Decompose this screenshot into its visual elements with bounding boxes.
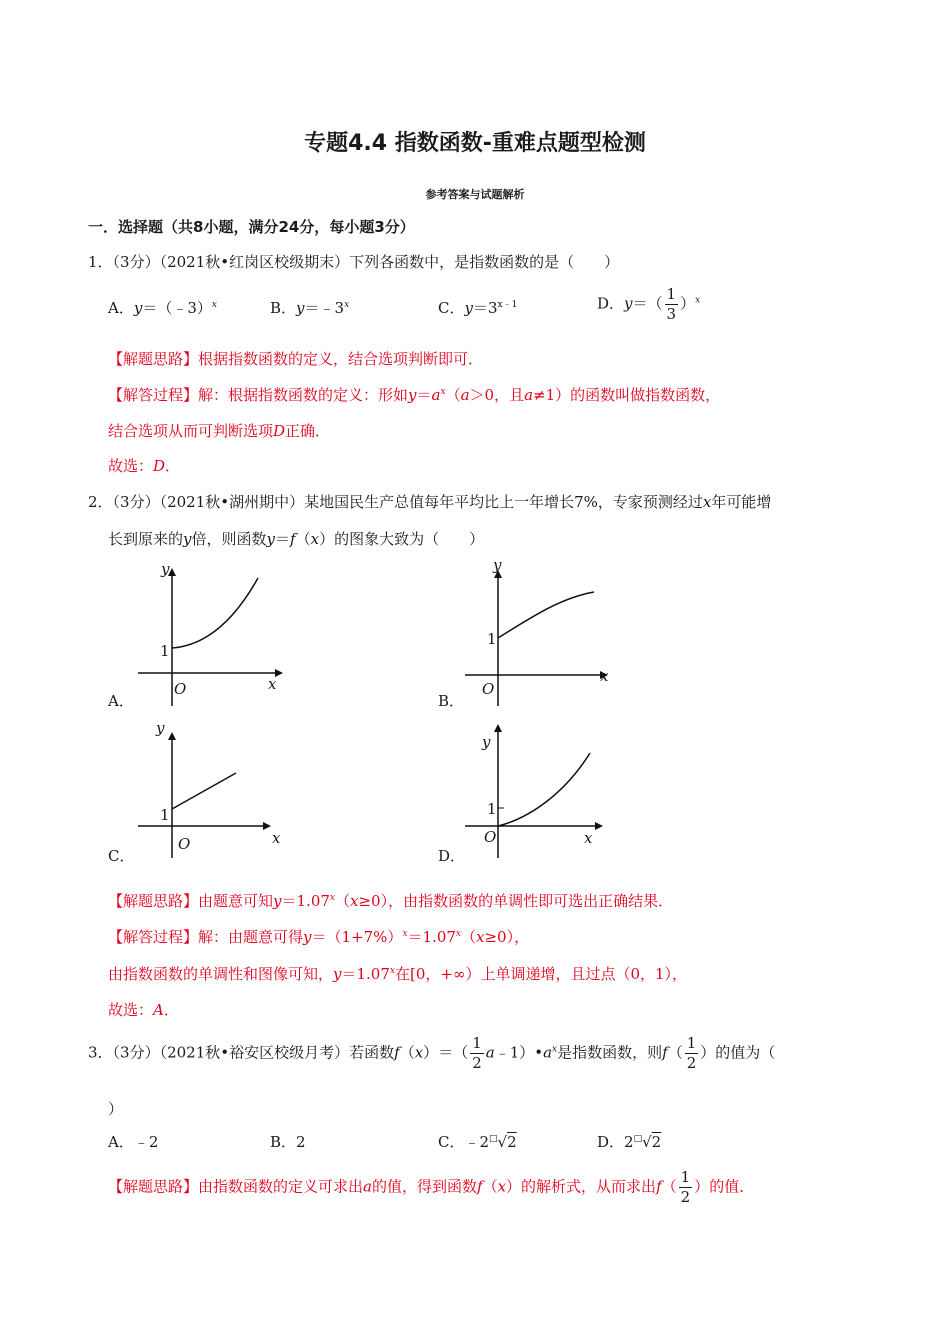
q2-process-line1	[108, 926, 529, 947]
line	[172, 773, 236, 809]
q3-option-d-prefix: 2	[624, 1133, 634, 1151]
q3-idea-avar: a	[363, 1177, 372, 1196]
q1-answer-letter: D	[153, 457, 166, 475]
q1-option-a-rest: ＝（﹣3）	[142, 299, 212, 317]
q3-stem-fraction	[470, 1036, 484, 1071]
q1-option-d-numerator: 1	[666, 285, 677, 303]
curve	[498, 753, 590, 826]
q2-idea-d: ≥0），由指数函数的单调性即可选出正确结果．	[358, 892, 674, 910]
q2-graph-a	[130, 558, 290, 708]
q3-idea-numerator: 1	[680, 1168, 691, 1186]
q3-option-c	[438, 1131, 517, 1152]
q1-option-c-y: y	[464, 299, 473, 317]
q2-graph-b-origin-label: O	[482, 680, 495, 698]
q1-process-a3: a	[524, 386, 534, 404]
q2-graph-c	[130, 718, 290, 868]
q3-idea-g: ）的值．	[694, 1177, 755, 1196]
q1-option-b-y: y	[296, 299, 305, 317]
q2-stem2-b: 倍，则函数	[191, 530, 267, 548]
q2-idea-x: x	[350, 892, 359, 910]
q3-option-c-label: C．	[438, 1133, 465, 1151]
q3-stem-b: （	[399, 1043, 415, 1062]
q2-stem2-y2: y	[266, 530, 275, 548]
q3-stem-x: x	[414, 1043, 424, 1062]
page-title: 专题4.4 指数函数-重难点题型检测	[304, 131, 646, 156]
q3-stem-sup: x	[552, 1044, 558, 1055]
q1-process-text1: 解：根据指数函数的定义：形如	[198, 386, 409, 404]
q2-stem2-f: f	[290, 530, 296, 548]
q2-stem2-a: 长到原来的	[108, 530, 184, 548]
q3-stem-d: ﹣1）•	[494, 1043, 544, 1062]
q3-option-c-index: □	[489, 1134, 498, 1144]
q2-option-b-label: B．	[438, 692, 465, 710]
q3-idea	[108, 1170, 754, 1205]
q1-option-d-close: ）	[680, 294, 696, 313]
q2-option-c-label: C．	[108, 847, 135, 865]
q3-idea-x: x	[497, 1177, 507, 1196]
q1-process-a2: a	[460, 386, 470, 404]
q1-option-b-label: B．	[270, 299, 297, 317]
curve	[498, 592, 594, 638]
q3-idea-f2: f	[656, 1177, 662, 1196]
q2-answer-text: 故选：	[108, 1001, 154, 1019]
q1-process-line2-end: 正确．	[285, 422, 331, 440]
q3-option-d-index: □	[633, 1134, 643, 1144]
q2-stem-line2	[108, 528, 484, 549]
q2-process-c: ＝1.07	[407, 928, 456, 946]
q2-graph-d-y-label: y	[482, 733, 491, 751]
q2-process-tag: 【解答过程】	[108, 928, 199, 946]
q3-option-d-label: D．	[597, 1133, 625, 1151]
q2-graph-c-origin-label: O	[178, 835, 191, 853]
q1-process-text2: （	[445, 386, 461, 404]
q2-line2-b: ＝1.07	[341, 965, 390, 983]
q1-option-a-y: y	[133, 299, 143, 317]
q3-stem-e: 是指数函数，则	[557, 1043, 663, 1062]
q1-process-text3: ＞0，且	[469, 386, 525, 404]
q1-process-line2	[108, 420, 330, 441]
q2-option-a-label: A．	[108, 692, 134, 710]
q2-graph-a-y-label: y	[161, 560, 170, 578]
q1-process-a: a	[431, 386, 441, 404]
q3-idea-f: f	[477, 1177, 483, 1196]
x-axis-arrow-icon	[595, 822, 603, 830]
q3-idea-tag: 【解题思路】	[108, 1177, 199, 1196]
q1-process-text4: ≠1）的函数叫做指数函数，	[533, 386, 721, 404]
q1-option-b	[270, 297, 349, 318]
q1-option-b-sup: x	[344, 300, 350, 310]
q1-stem: 1．（3分）（2021秋•红岗区校级期末）下列各函数中，是指数函数的是（ ）	[88, 253, 620, 271]
q3-stem-fraction2	[685, 1036, 699, 1071]
q2-stem2-c: ＝	[275, 530, 291, 548]
q1-process-sup: x	[440, 387, 446, 397]
q1-option-d-label: D．	[597, 294, 625, 313]
q1-option-b-rest: ＝﹣3	[304, 299, 345, 317]
q3-stem-h: ）的值为（	[700, 1043, 776, 1062]
q1-idea-text: 根据指数函数的定义，结合选项判断即可．	[198, 350, 484, 368]
q1-answer-end: ．	[165, 457, 181, 475]
q2-line2-y: y	[333, 965, 342, 983]
q3-stem-a3: a	[543, 1043, 553, 1062]
q2-graph-c-one-label: 1	[160, 806, 170, 824]
q2-line2-sup: x	[389, 966, 395, 976]
x-axis-arrow-icon	[263, 822, 271, 830]
q3-stem-line1	[88, 1036, 775, 1071]
q3-idea-b: 的值，得到函数	[371, 1177, 477, 1196]
q2-graph-b-y-label: y	[493, 556, 502, 574]
q3-stem-numerator2: 1	[686, 1034, 697, 1052]
q2-graph-d-origin-label: O	[484, 828, 497, 846]
q1-answer-text: 故选：	[108, 457, 154, 475]
q3-stem-g: （	[667, 1043, 683, 1062]
q3-option-c-radicand: 2	[507, 1133, 517, 1151]
q3-option-b-label: B．	[270, 1133, 297, 1151]
q2-graph-b-one-label: 1	[487, 630, 497, 648]
q1-process-tag: 【解答过程】	[108, 386, 199, 404]
q3-idea-a: 由指数函数的定义可求出	[198, 1177, 364, 1196]
q3-stem-c: ）＝（	[423, 1043, 469, 1062]
q2-stem2-d: （	[295, 530, 311, 548]
q1-option-c-sup: x﹣1	[497, 300, 518, 310]
q3-option-c-prefix: ﹣2	[464, 1133, 490, 1151]
q1-process-line2-d: D	[273, 422, 286, 440]
q2-process-y: y	[303, 928, 312, 946]
q3-stem-close: ）	[108, 1100, 124, 1118]
q3-option-d-radical-icon: √	[642, 1133, 652, 1151]
q3-stem-denominator: 2	[472, 1054, 482, 1072]
q2-process-a: 解：由题意可得	[198, 928, 304, 946]
q3-stem-f: f	[394, 1043, 400, 1062]
q2-process-sup2: x	[455, 929, 461, 939]
q1-process-line1	[108, 384, 720, 405]
q2-process-b: ＝（1+7%）	[311, 928, 403, 946]
q2-stem-line1	[88, 491, 771, 512]
q2-process-d: （	[461, 928, 477, 946]
q1-option-a-label: A．	[108, 299, 134, 317]
y-axis-arrow-icon	[168, 732, 176, 740]
q2-idea-tag: 【解题思路】	[108, 892, 199, 910]
q2-graph-a-one-label: 1	[160, 642, 170, 660]
q1-option-d	[597, 287, 700, 322]
q2-answer-end: ．	[163, 1001, 179, 1019]
q1-process-line2-text: 结合选项从而可判断选项	[108, 422, 274, 440]
q3-option-a-label: A．	[108, 1133, 134, 1151]
q3-idea-fraction	[679, 1170, 693, 1205]
q2-graph-c-x-label: x	[272, 829, 281, 847]
q3-stem-denominator2: 2	[686, 1054, 697, 1072]
q2-process-x: x	[476, 928, 485, 946]
q2-graph-d-one-label: 1	[487, 800, 497, 818]
curve	[172, 578, 258, 648]
section-heading: 一．选择题（共8小题，满分24分，每小题3分）	[88, 218, 415, 236]
q2-idea-y: y	[273, 892, 282, 910]
q3-option-a	[108, 1131, 158, 1152]
q2-line2-a: 由指数函数的单调性和图像可知，	[108, 965, 334, 983]
q2-process-line2	[108, 963, 687, 984]
q3-stem-a2: a	[485, 1043, 495, 1062]
q3-option-b-value: 2	[296, 1133, 306, 1151]
q3-idea-denominator: 2	[680, 1188, 691, 1206]
q1-option-a	[108, 297, 217, 318]
q2-stem-b: 年可能增	[711, 493, 772, 511]
q2-option-d-label: D．	[438, 847, 466, 865]
q2-graph-a-origin-label: O	[174, 680, 187, 698]
q1-option-c-rest: ＝3	[472, 299, 498, 317]
q2-graph-b-x-label: x	[600, 667, 609, 685]
q2-graph-d-x-label: x	[584, 829, 593, 847]
q2-idea-c: （	[335, 892, 351, 910]
q2-line2-c: 在[0，+∞）上单调递增，且过点（0，1），	[394, 965, 688, 983]
q1-option-d-rest: ＝（	[632, 294, 663, 313]
q1-option-d-y: y	[624, 294, 633, 313]
q2-answer-letter: A	[153, 1001, 164, 1019]
q1-option-d-denominator: 3	[666, 305, 677, 323]
page-subtitle: 参考答案与试题解析	[425, 188, 525, 201]
q2-stem2-e: ）的图象大致为（ ）	[319, 530, 485, 548]
q2-graph-c-y-label: y	[156, 719, 165, 737]
q2-stem-a: 2．（3分）（2021秋•湖州期中）某地国民生产总值每年平均比上一年增长7%，专家预测经过	[88, 493, 703, 511]
q2-answer	[108, 999, 179, 1020]
q1-idea	[108, 348, 483, 369]
q3-stem-numerator: 1	[472, 1034, 482, 1052]
q1-option-d-sup: x	[695, 295, 701, 306]
q2-idea-a: 由题意可知	[198, 892, 274, 910]
q2-stem-x: x	[702, 493, 712, 511]
q1-option-a-sup: x	[211, 300, 217, 310]
q1-process-y: y	[408, 386, 417, 404]
q1-idea-tag: 【解题思路】	[108, 350, 199, 368]
q3-option-c-radical-icon: √	[497, 1133, 508, 1151]
y-axis-arrow-icon	[494, 724, 502, 732]
q2-idea-b: ＝1.07	[281, 892, 330, 910]
q2-stem2-y: y	[183, 530, 192, 548]
q1-process-eq: ＝	[416, 386, 432, 404]
q2-idea-sup: x	[329, 893, 335, 903]
q2-process-sup1: x	[402, 929, 408, 939]
q3-option-d-radicand: 2	[651, 1133, 662, 1151]
q1-option-c-label: C．	[438, 299, 465, 317]
q3-option-d	[597, 1131, 661, 1152]
q3-option-b	[270, 1131, 306, 1152]
q3-idea-d: ）的解析式，从而求出	[506, 1177, 657, 1196]
q3-idea-c: （	[482, 1177, 498, 1196]
q1-answer	[108, 455, 180, 476]
q3-stem-f2: f	[662, 1043, 668, 1062]
q1-option-d-fraction	[665, 287, 679, 322]
q2-stem2-x: x	[310, 530, 320, 548]
q2-process-e: ≥0），	[484, 928, 530, 946]
q3-stem-a: 3．（3分）（2021秋•裕安区校级月考）若函数	[88, 1043, 395, 1062]
q2-graph-a-x-label: x	[268, 675, 277, 693]
q1-option-c	[438, 297, 517, 318]
q2-idea	[108, 890, 673, 911]
q3-option-a-value: ﹣2	[133, 1133, 159, 1151]
q3-idea-e: （	[661, 1177, 677, 1196]
